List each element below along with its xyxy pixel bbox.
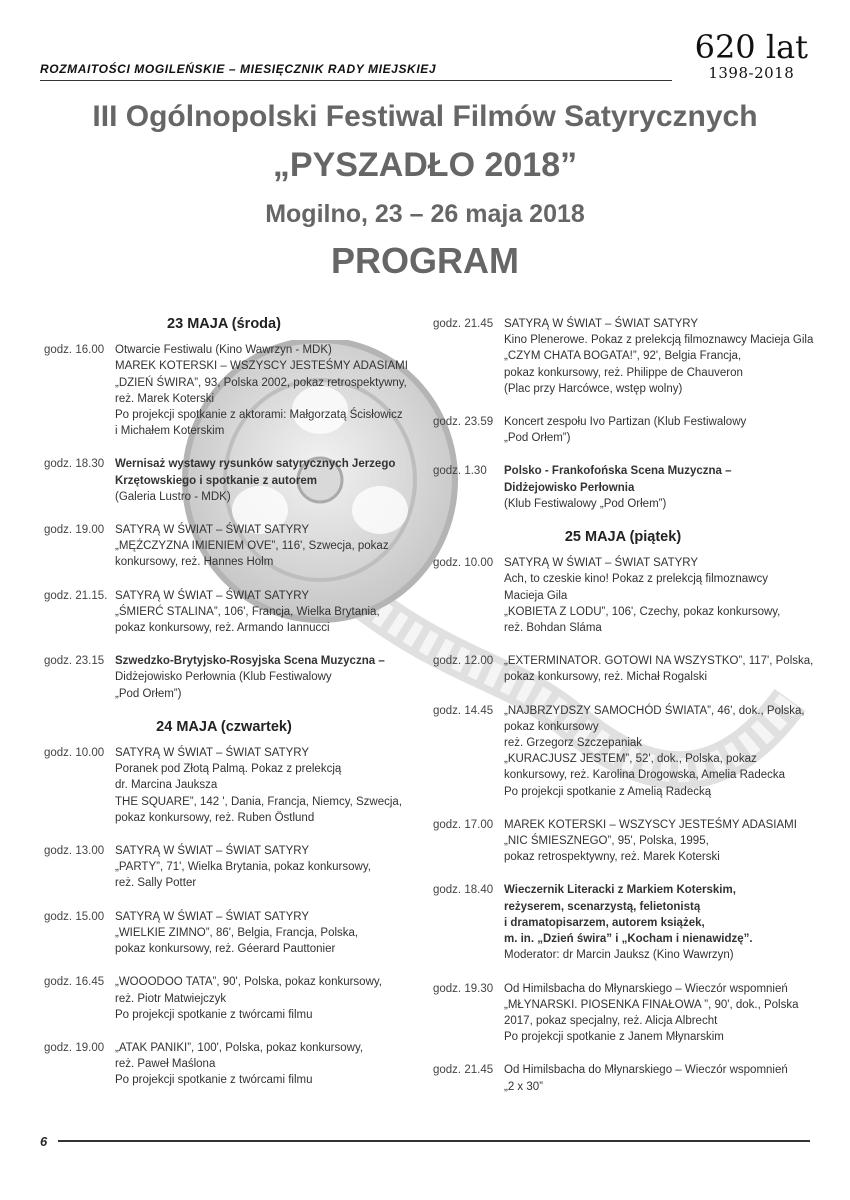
schedule-entry: [433, 463, 813, 512]
entry-line: Krzętowskiego i spotkanie z autorem: [115, 474, 317, 487]
entry-line: „ATAK PANIKI”, 100', Polska, pokaz konkursowy,: [115, 1041, 364, 1054]
schedule-entry: [44, 522, 404, 571]
entry-line: konkursowy, reż. Karolina Drogowska, Amelia Radecka: [504, 769, 786, 782]
entry-time: godz. 18.40: [433, 884, 494, 897]
schedule-entry: [44, 456, 404, 505]
entry-line: „EXTERMINATOR. GOTOWI NA WSZYSTKO”, 117', Polska,: [504, 655, 814, 668]
entry-line: Szwedzko-Brytyjsko-Rosyjska Scena Muzyczna –: [115, 655, 385, 668]
entry-line: Kino Plenerowe. Pokaz z prelekcją filmoznawcy Macieja Gila: [504, 334, 814, 347]
entry-line: „KURACJUSZ JESTEM”, 52', dok., Polska, pokaz: [504, 753, 757, 766]
entry-body: [504, 653, 813, 685]
schedule-entry: [433, 882, 813, 963]
entry-line: „NIC ŚMIESZNEGO”, 95', Polska, 1995,: [504, 835, 709, 848]
schedule-entry: [44, 909, 404, 958]
entry-body: [504, 817, 813, 866]
entry-line: SATYRĄ W ŚWIAT – ŚWIAT SATYRY: [504, 557, 699, 570]
entry-line: SATYRĄ W ŚWIAT – ŚWIAT SATYRY: [504, 318, 699, 330]
entry-body: [115, 745, 404, 826]
entry-body: [504, 463, 813, 512]
entry-line: Wernisaż wystawy rysunków satyrycznych Jerzego: [115, 458, 396, 471]
anniversary-label: 620 lat: [694, 28, 808, 66]
entry-body: [504, 981, 813, 1046]
entry-line: „MĘŻCZYZNA IMIENIEM OVE”, 116', Szwecja, pokaz: [115, 540, 389, 553]
entry-line: pokaz konkursowy, reż. Ruben Östlund: [115, 811, 315, 824]
entry-line: „DZIEŃ ŚWIRA”, 93, Polska 2002, pokaz retrospektywny,: [115, 376, 407, 389]
entry-line: „PARTY”, 71', Wielka Brytania, pokaz konkursowy,: [115, 861, 371, 874]
program-heading: PROGRAM: [331, 240, 519, 281]
entry-line: reż. Sally Potter: [115, 877, 197, 890]
entry-body: [115, 1040, 404, 1089]
schedule-entry: [433, 653, 813, 685]
entry-line: Po projekcji spotkanie z aktorami: Małgorzatą Ścisłowicz: [115, 409, 403, 422]
entry-time: godz. 12.00: [433, 655, 494, 668]
entry-time: godz. 21.15.: [44, 589, 108, 602]
entry-line: Poranek pod Złotą Palmą. Pokaz z prelekcją: [115, 763, 342, 776]
festival-title: III Ogólnopolski Festiwal Filmów Satyrycznych: [92, 100, 758, 133]
schedule-entry: [433, 316, 813, 397]
entry-time: godz. 15.00: [44, 910, 105, 923]
entry-line: pokaz retrospektywny, reż. Marek Koterski: [504, 851, 720, 864]
entry-line: SATYRĄ W ŚWIAT – ŚWIAT SATYRY: [115, 910, 310, 923]
footer-divider: [58, 1140, 810, 1142]
entry-line: pokaz konkursowy: [504, 720, 599, 733]
entry-line: reż. Grzegorz Szczepaniak: [504, 737, 643, 750]
entry-time: godz. 19.30: [433, 982, 494, 995]
entry-time: godz. 10.00: [44, 747, 105, 760]
entry-line: pokaz konkursowy, reż. Philippe de Chauveron: [504, 366, 743, 379]
entry-time: godz. 23.59: [433, 416, 494, 429]
entry-line: MAREK KOTERSKI – WSZYSCY JESTEŚMY ADASIAMI: [504, 818, 797, 831]
entry-body: [115, 909, 404, 958]
entry-line: 2017, pokaz specjalny, reż. Alicja Albrecht: [504, 1014, 718, 1027]
right-column: [433, 316, 813, 1112]
entry-line: Po projekcji spotkanie z twórcami filmu: [115, 1074, 313, 1087]
entry-line: „NAJBRZYDSZY SAMOCHÓD ŚWIATA”, 46', dok., Polska,: [504, 704, 805, 717]
schedule-entry: [433, 703, 813, 800]
entry-line: reż. Marek Koterski: [115, 392, 215, 405]
entry-time: godz. 19.00: [44, 524, 105, 537]
schedule-entry: [44, 588, 404, 637]
entry-line: SATYRĄ W ŚWIAT – ŚWIAT SATYRY: [115, 524, 310, 537]
entry-time: godz. 14.45: [433, 704, 494, 717]
day-heading-24: 24 MAJA (czwartek): [156, 718, 292, 735]
entry-line: SATYRĄ W ŚWIAT – ŚWIAT SATYRY: [115, 589, 310, 602]
entry-line: SATYRĄ W ŚWIAT – ŚWIAT SATYRY: [115, 747, 310, 760]
entry-body: [115, 588, 404, 637]
entry-time: godz. 16.00: [44, 344, 105, 357]
entry-line: Koncert zespołu Ivo Partizan (Klub Festiwalowy: [504, 416, 747, 429]
entry-time: godz. 17.00: [433, 818, 494, 831]
schedule-entry: [44, 342, 408, 439]
entry-time: godz. 21.45: [433, 1064, 494, 1077]
entry-line: pokaz konkursowy, reż. Géerard Pauttonier: [115, 943, 336, 956]
left-column: [44, 316, 408, 1106]
entry-line: Didżejowisko Perłownia (Klub Festiwalowy: [115, 671, 332, 684]
day-heading-25: 25 MAJA (piątek): [564, 529, 682, 546]
anniversary-badge: [695, 30, 808, 82]
entry-line: reż. Paweł Maślona: [115, 1058, 216, 1071]
entry-line: (Galeria Lustro - MDK): [115, 490, 231, 503]
entry-line: „Pod Orłem”): [504, 432, 571, 445]
entry-line: reż. Piotr Matwiejczyk: [115, 992, 227, 1005]
entry-line: pokaz konkursowy, reż. Armando Iannucci: [115, 622, 330, 635]
entry-line: Od Himilsbacha do Młynarskiego – Wieczór wspomnień: [504, 982, 788, 995]
entry-line: Macieja Gila: [504, 589, 568, 602]
schedule-entry: [433, 555, 813, 636]
entry-line: i Michałem Koterskim: [115, 425, 225, 438]
entry-time: godz. 21.45: [433, 318, 494, 330]
entry-line: Wieczernik Literacki z Markiem Koterskim,: [504, 884, 736, 897]
entry-time: godz. 16.45: [44, 976, 105, 989]
entry-body: [115, 342, 408, 439]
entry-body: [115, 456, 404, 505]
entry-line: konkursowy, reż. Hannes Holm: [115, 556, 274, 569]
entry-line: „Pod Orłem”): [115, 687, 182, 700]
entry-line: i dramatopisarzem, autorem książek,: [504, 916, 705, 929]
entry-line: reżyserem, scenarzystą, felietonistą: [504, 900, 701, 913]
festival-dates: Mogilno, 23 – 26 maja 2018: [265, 200, 585, 228]
entry-body: [115, 522, 404, 571]
entry-line: Po projekcji spotkanie z twórcami filmu: [115, 1008, 313, 1021]
entry-body: [504, 555, 813, 636]
magazine-title: ROZMAITOŚCI MOGILEŃSKIE – MIESIĘCZNIK RADY MIEJSKIEJ: [40, 62, 437, 76]
entry-body: [504, 882, 813, 963]
entry-line: „MŁYNARSKI. PIOSENKA FINAŁOWA ”, 90', dok., Polska: [504, 998, 799, 1011]
entry-body: [504, 1062, 813, 1094]
schedule-entry: [44, 843, 404, 892]
schedule-entry: [44, 745, 404, 826]
schedule-entry: [44, 653, 404, 702]
schedule-entry: [433, 1062, 813, 1094]
schedule-entry: [433, 981, 813, 1046]
schedule-entry: [433, 817, 813, 866]
entry-line: Moderator: dr Marcin Jauksz (Kino Wawrzyn): [504, 949, 734, 962]
entry-line: reż. Bohdan Sláma: [504, 622, 602, 635]
entry-line: Po projekcji spotkanie z Amelią Radecką: [504, 785, 712, 798]
entry-body: [115, 653, 404, 702]
entry-line: „CZYM CHATA BOGATA!”, 92', Belgia Francja,: [504, 350, 742, 363]
entry-line: „2 x 30”: [504, 1080, 543, 1093]
entry-line: Didżejowisko Perłownia: [504, 481, 635, 494]
entry-body: [115, 974, 404, 1023]
festival-name: „PYSZADŁO 2018”: [272, 146, 578, 184]
anniversary-years: 1398-2018: [708, 64, 795, 82]
entry-time: godz. 18.30: [44, 458, 105, 471]
entry-line: „KOBIETA Z LODU”, 106', Czechy, pokaz konkursowy,: [504, 605, 781, 618]
entry-line: „WOOODOO TATA”, 90', Polska, pokaz konkursowy,: [115, 976, 382, 989]
entry-line: Od Himilsbacha do Młynarskiego – Wieczór wspomnień: [504, 1064, 788, 1077]
entry-time: godz. 13.00: [44, 845, 105, 858]
entry-time: godz. 23.15: [44, 655, 105, 668]
header-divider: [40, 80, 672, 81]
entry-line: Po projekcji spotkanie z Janem Młynarskim: [504, 1031, 724, 1044]
entry-line: Otwarcie Festiwalu (Kino Wawrzyn - MDK): [115, 344, 332, 357]
entry-line: THE SQUARE”, 142 ', Dania, Francja, Niemcy, Szwecja,: [115, 795, 403, 808]
entry-time: godz. 19.00: [44, 1041, 105, 1054]
entry-line: Ach, to czeskie kino! Pokaz z prelekcją filmoznawcy: [504, 573, 768, 586]
entry-line: m. in. „Dzień świra” i „Kocham i nienawidzę”.: [504, 933, 753, 946]
entry-line: dr. Marcina Jauksza: [115, 779, 218, 792]
entry-time: godz. 10.00: [433, 557, 494, 570]
entry-line: pokaz konkursowy, reż. Michał Rogalski: [504, 671, 708, 684]
entry-line: „ŚMIERĆ STALINA”, 106', Francja, Wielka Brytania,: [115, 605, 380, 618]
entry-line: (Plac przy Harcówce, wstęp wolny): [504, 382, 683, 395]
entry-body: [504, 703, 813, 800]
entry-body: [504, 316, 813, 397]
schedule-entry: [433, 414, 813, 446]
entry-line: Polsko - Frankofońska Scena Muzyczna –: [504, 465, 732, 478]
entry-line: MAREK KOTERSKI – WSZYSCY JESTEŚMY ADASIAMI: [115, 360, 408, 373]
entry-time: godz. 1.30: [433, 465, 487, 478]
entry-line: SATYRĄ W ŚWIAT – ŚWIAT SATYRY: [115, 845, 310, 858]
schedule-entry: [44, 974, 404, 1023]
entry-line: „WIELKIE ZIMNO”, 86', Belgia, Francja, Polska,: [115, 926, 359, 939]
schedule-entry: [44, 1040, 404, 1089]
day-heading-23: 23 MAJA (środa): [167, 316, 281, 332]
entry-line: (Klub Festiwalowy „Pod Orłem”): [504, 497, 667, 510]
page-number: 6: [40, 1134, 48, 1149]
entry-body: [504, 414, 813, 446]
entry-body: [115, 843, 404, 892]
